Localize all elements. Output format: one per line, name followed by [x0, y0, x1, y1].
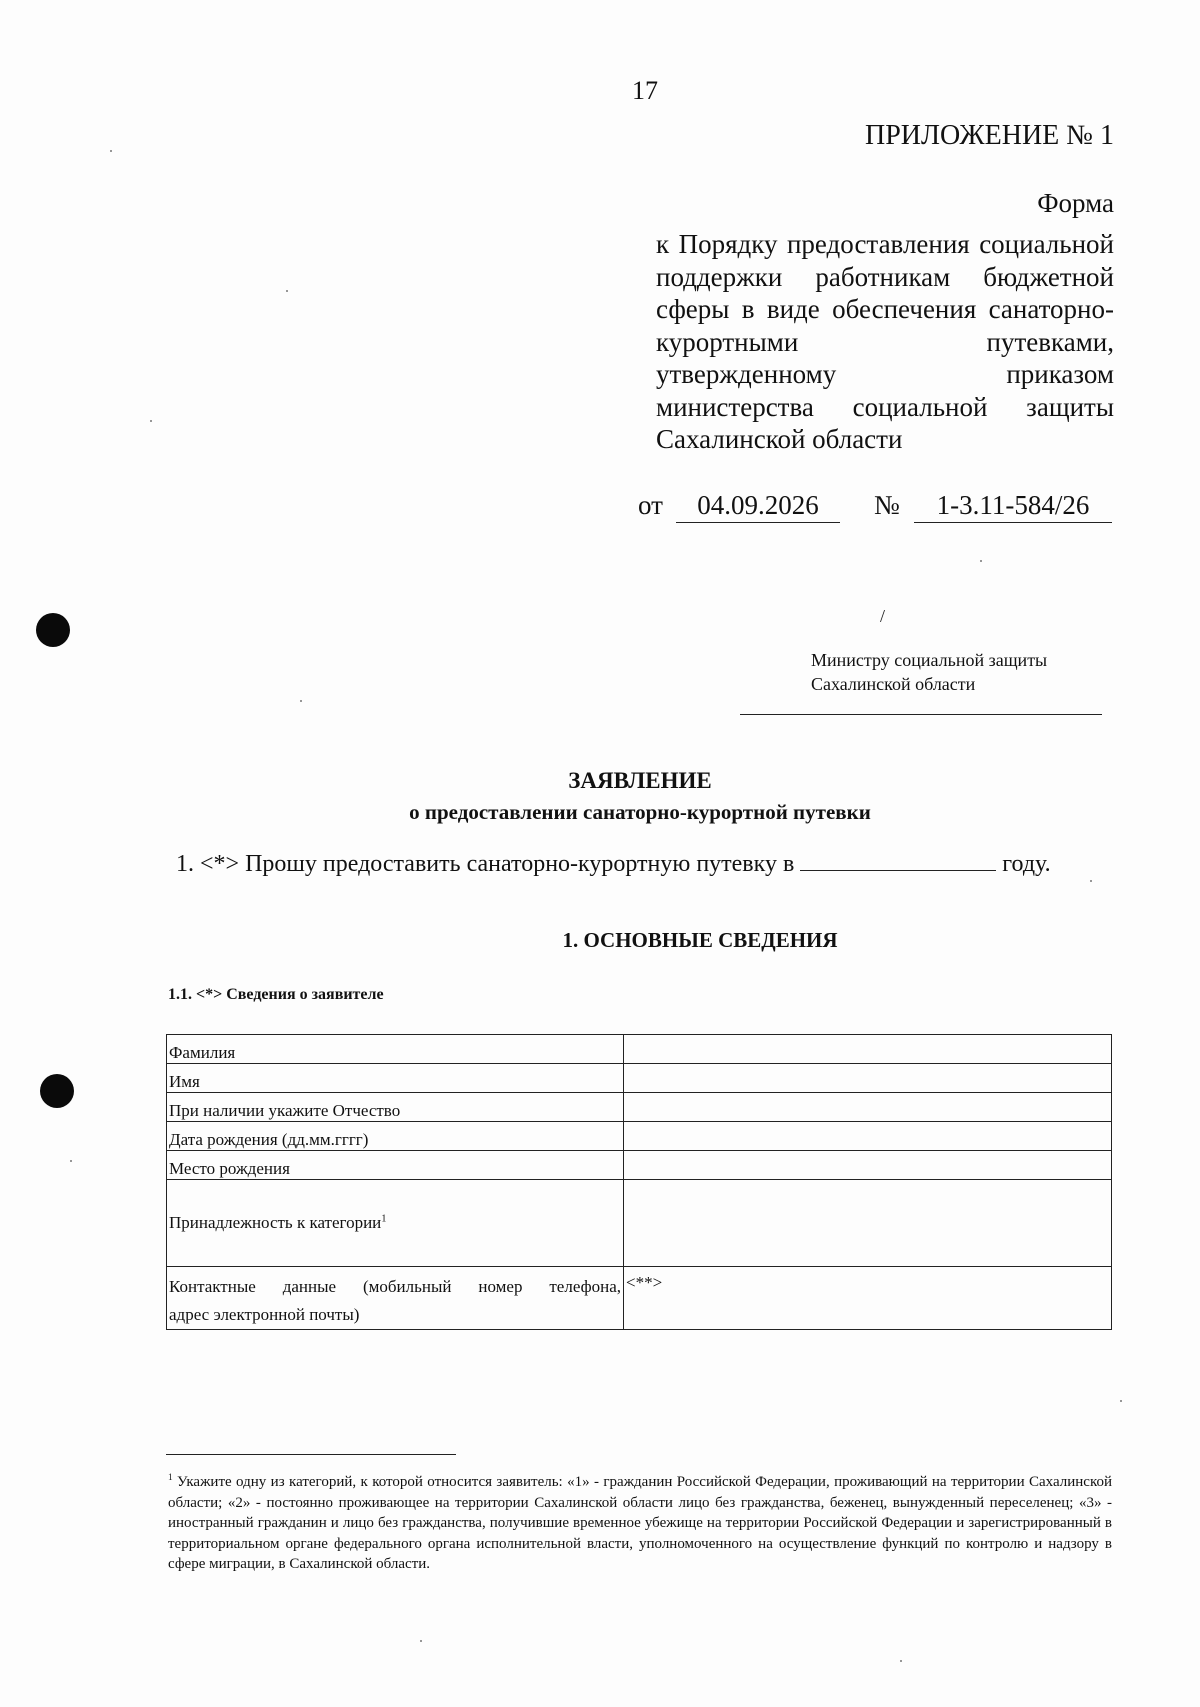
- binder-hole-mark: [40, 1074, 74, 1108]
- scan-speck: [150, 420, 152, 422]
- table-row: [167, 1151, 1112, 1180]
- document-title: ЗАЯВЛЕНИЕ: [568, 768, 712, 793]
- row-label: Место рождения: [167, 1151, 624, 1180]
- footnote-text: Укажите одну из категорий, к которой относится заявитель: «1» - гражданин Российской Федерации, проживающий на территории Сахалинской области; «2» - постоянно проживающее на территории Сахалинской области лицо без гражданства, беженец, вынужденный переселенец; «3» - иностранный гражданин и лицо без гражданства, получившие временное убежище на территории Российской Федерации и зарегистрированный в территориальном органе федерального органа исполнительной власти, уполномоченного на осуществление функций по контролю и надзору в сфере миграции, в Сахалинской области.: [168, 1474, 1113, 1572]
- addressee-block: [811, 648, 1141, 696]
- binder-hole-mark: [36, 613, 70, 647]
- table-row: [167, 1035, 1112, 1064]
- applicant-info-table: [166, 1034, 1112, 1330]
- row-label: Контактные данные (мобильный номер телефона,: [169, 1277, 621, 1296]
- order-date: 04.09.2026: [676, 490, 840, 523]
- table-row: [167, 1064, 1112, 1093]
- scan-speck: [1120, 1400, 1122, 1402]
- scan-speck: [420, 1640, 422, 1642]
- row-label-category: [167, 1180, 624, 1267]
- surname-field[interactable]: [624, 1035, 1112, 1064]
- patronymic-field[interactable]: [624, 1093, 1112, 1122]
- appendix-heading: ПРИЛОЖЕНИЕ № 1: [865, 120, 1114, 151]
- row-label: Фамилия: [167, 1035, 624, 1064]
- footnote-marker: 1: [168, 1473, 173, 1483]
- row-label: Имя: [167, 1064, 624, 1093]
- request-line: [176, 848, 1116, 878]
- contacts-field[interactable]: <**>: [624, 1267, 1112, 1330]
- row-label: адрес электронной почты): [169, 1305, 360, 1324]
- row-label-contacts: [167, 1267, 624, 1330]
- row-label: Принадлежность к категории: [169, 1213, 382, 1232]
- category-field[interactable]: [624, 1180, 1112, 1267]
- request-text: 1. <*> Прошу предоставить санаторно-курортную путевку в: [176, 851, 795, 877]
- table-row: [167, 1180, 1112, 1267]
- addressee-line: Сахалинской области: [811, 674, 976, 694]
- birth-date-field[interactable]: [624, 1122, 1112, 1151]
- section-heading: 1. ОСНОВНЫЕ СВЕДЕНИЯ: [562, 928, 838, 952]
- row-label: Дата рождения (дд.мм.гггг): [167, 1122, 624, 1151]
- scan-speck: [286, 290, 288, 292]
- scan-speck: [110, 150, 112, 152]
- form-label: Форма: [1037, 188, 1114, 218]
- sub-heading: 1.1. <*> Сведения о заявителе: [168, 986, 384, 1003]
- order-number-label: №: [874, 490, 900, 520]
- year-blank-field[interactable]: [800, 848, 996, 871]
- birth-place-field[interactable]: [624, 1151, 1112, 1180]
- table-row: [167, 1122, 1112, 1151]
- footnote: [168, 1468, 1112, 1575]
- page-number: 17: [632, 76, 658, 105]
- scan-speck: [1090, 880, 1092, 882]
- row-label: При наличии укажите Отчество: [167, 1093, 624, 1122]
- scan-mark: /: [880, 606, 886, 626]
- first-name-field[interactable]: [624, 1064, 1112, 1093]
- request-suffix: году.: [1002, 851, 1051, 877]
- table-row: [167, 1267, 1112, 1330]
- scan-speck: [900, 1660, 902, 1662]
- scan-speck: [70, 1160, 72, 1162]
- order-number: 1-3.11-584/26: [914, 490, 1112, 523]
- addressee-line: Министру социальной защиты: [811, 650, 1048, 670]
- table-row: [167, 1093, 1112, 1122]
- order-from-label: от: [638, 490, 663, 520]
- order-reference: к Порядку предоставления социальной поддержки работникам бюджетной сферы в виде обеспечения санаторно-курортными путевками, утвержденному приказом министерства социальной защиты Сахалинской области: [656, 229, 1114, 454]
- scan-speck: [300, 700, 302, 702]
- document-subtitle: о предоставлении санаторно-курортной путевки: [409, 800, 871, 824]
- applicant-name-line: [740, 714, 1102, 715]
- scan-speck: [980, 560, 982, 562]
- footnote-ref: 1: [381, 1213, 387, 1225]
- footnote-separator: [166, 1454, 456, 1455]
- order-date-number: [638, 490, 1114, 526]
